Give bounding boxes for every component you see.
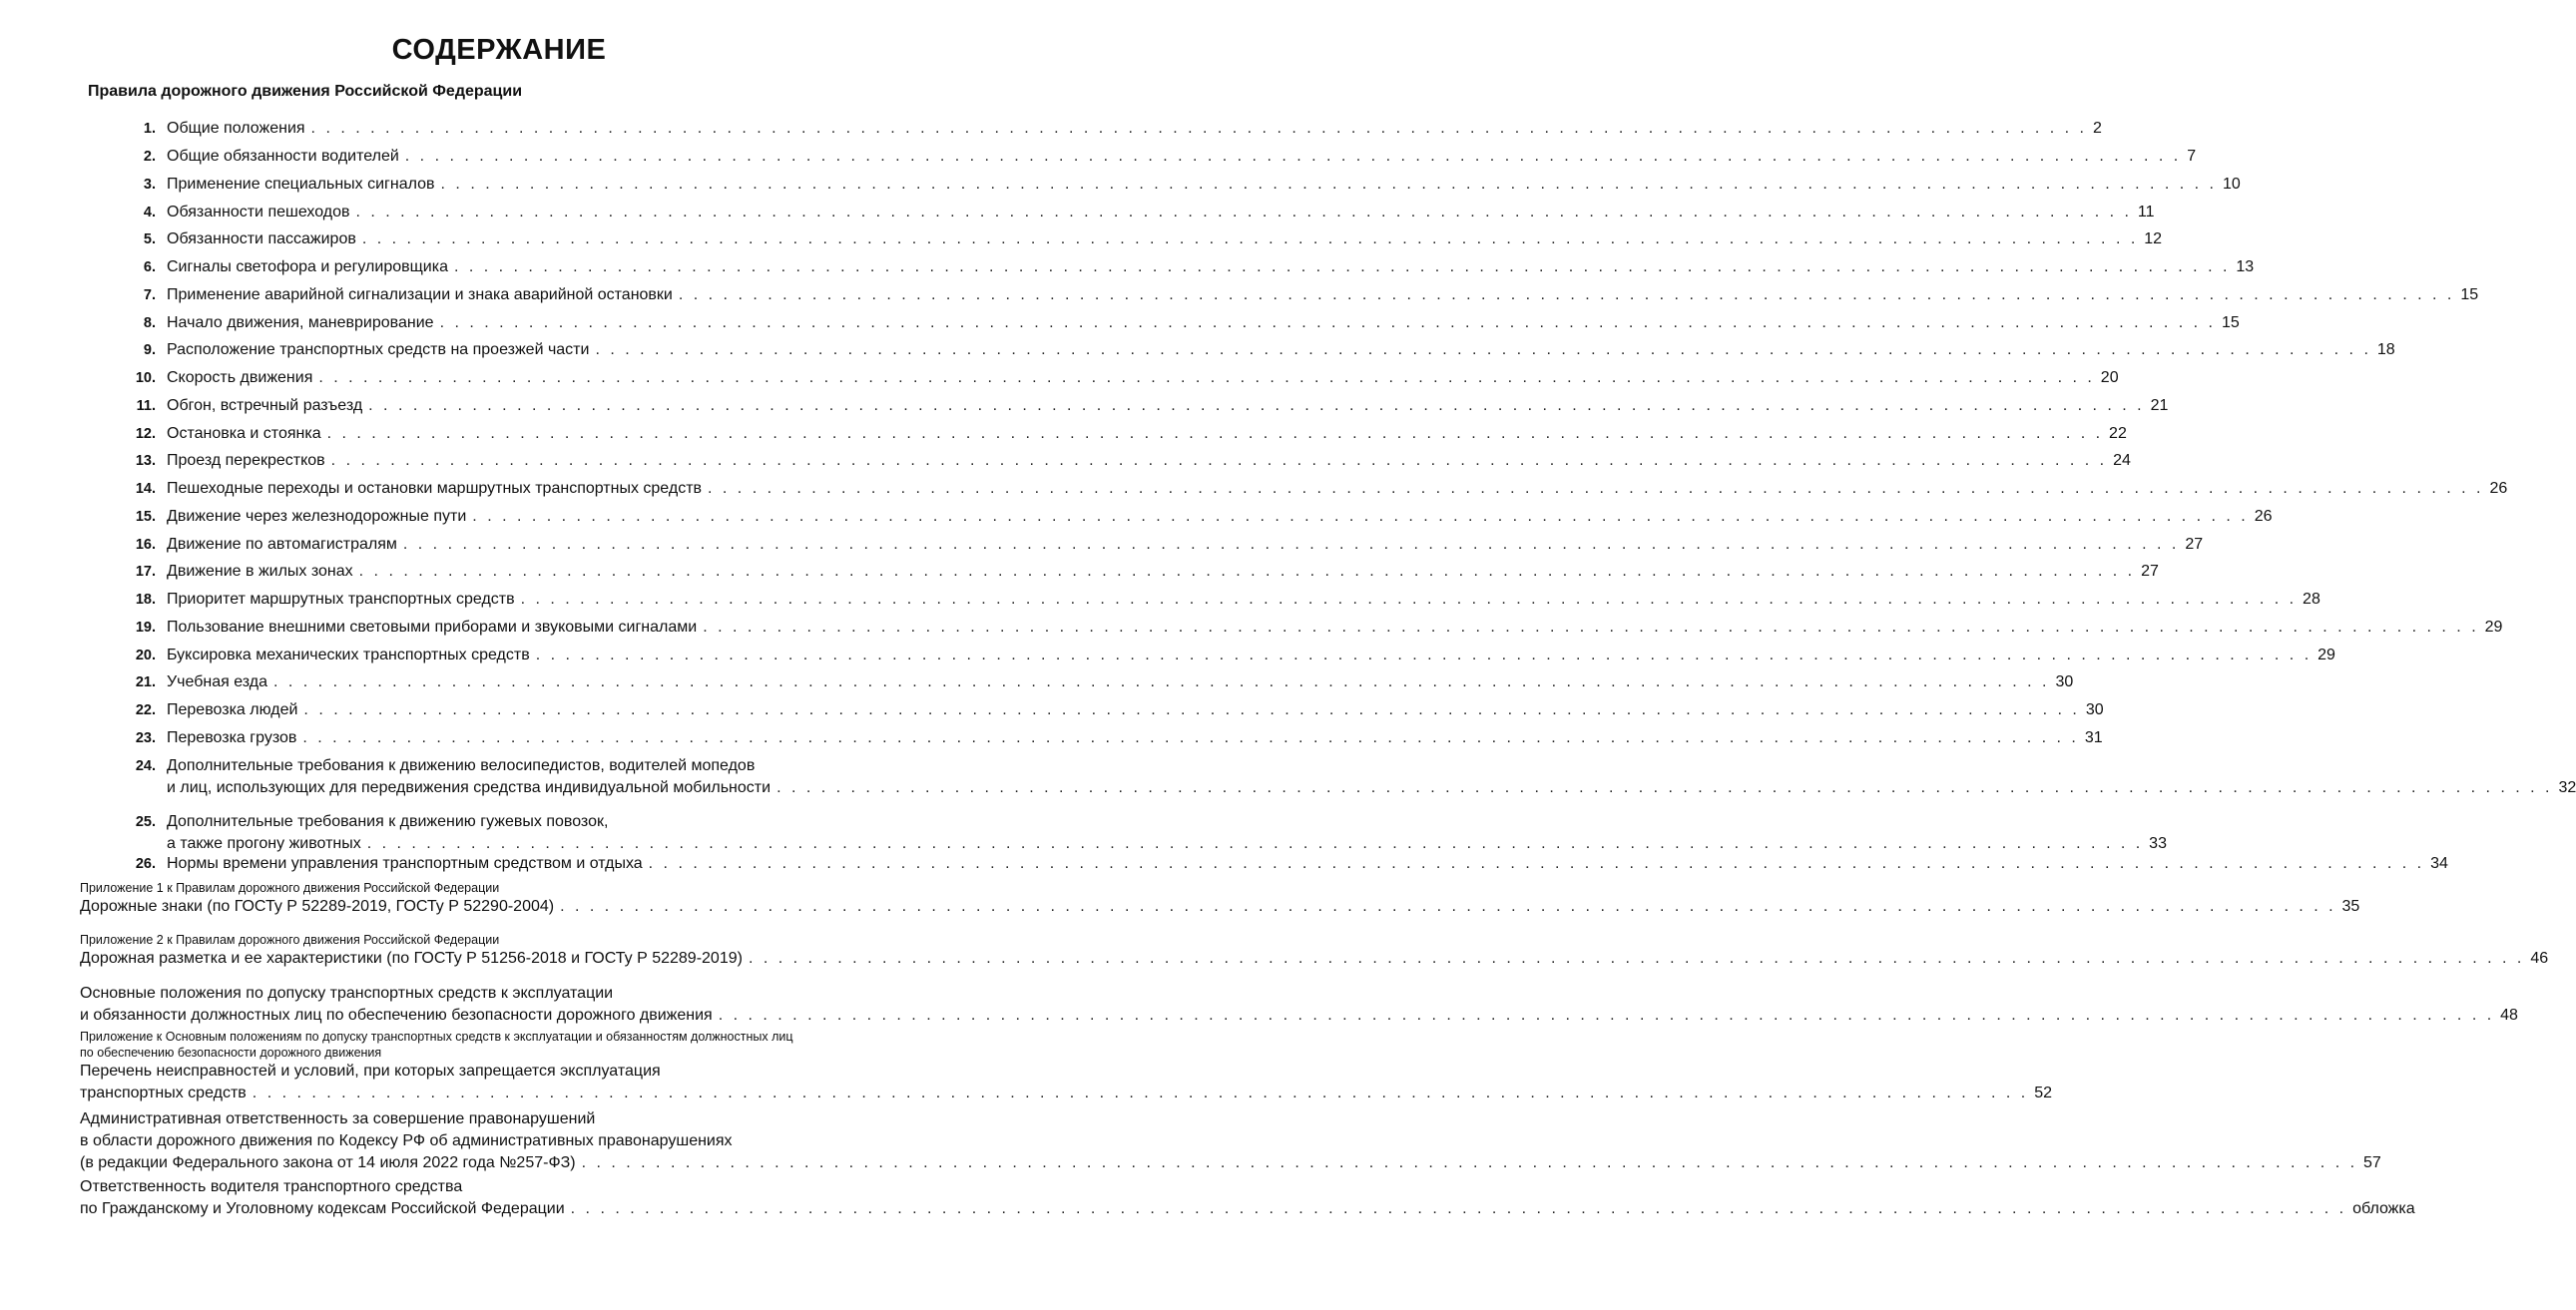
leader-dots: . . . . . . . . . . . . . . . . . . . . . . . . . . . . . . . . . . . . . . . . . . . . . . . . . . . . . . . . . . . . . . . . . . . . . . . . . . . . . . . . . . . . . . . . . . . . . . . . . . . . . . . . . . . . . . . . . . . . . . . .	[303, 701, 2080, 718]
toc-entry-text: в области дорожного движения по Кодексу РФ об административных правонарушениях	[80, 1132, 733, 1149]
toc-entry-text: Дополнительные требования к движению велосипедистов, водителей мопедов	[167, 757, 756, 774]
toc-page-number: 30	[2085, 701, 2104, 718]
toc-entry-text: Движение через железнодорожные пути	[167, 508, 467, 525]
toc-page-number: 18	[2376, 341, 2395, 358]
toc-entry-text: Скорость движения	[167, 369, 313, 386]
toc-entry-text: Обязанности пешеходов	[167, 204, 350, 220]
toc-entry-text: (в редакции Федерального закона от 14 июля 2022 года №257-ФЗ)	[80, 1154, 576, 1171]
toc-page-number: 34	[2430, 855, 2448, 872]
toc-item-number: 2.	[143, 149, 156, 165]
toc-page-number: 2	[2092, 120, 2102, 137]
toc-page-number: 33	[2149, 835, 2167, 852]
toc-entry-text: по Гражданскому и Уголовному кодексам Российской Федерации	[80, 1200, 565, 1217]
toc-page-number: 15	[2460, 286, 2479, 303]
leader-dots: . . . . . . . . . . . . . . . . . . . . . . . . . . . . . . . . . . . . . . . . . . . . . . . . . . . . . . . . . . . . . . . . . . . . . . . . . . . . . . . . . . . . . . . . . . . . . . . . . . . . . . . . . . . . . . . . . . . . . . . .	[402, 536, 2180, 553]
toc-page-number: 20	[2100, 369, 2119, 386]
toc-entry-text: Движение по автомагистралям	[167, 536, 397, 553]
appendix-entry[interactable]	[80, 1176, 2415, 1220]
toc-item-number: 22.	[135, 702, 156, 718]
toc-item-number: 15.	[135, 509, 156, 525]
toc-item-number: 12.	[135, 426, 156, 442]
leader-dots: . . . . . . . . . . . . . . . . . . . . . . . . . . . . . . . . . . . . . . . . . . . . . . . . . . . . . . . . . . . . . . . . . . . . . . . . . . . . . . . . . . . . . . . . . . . . . . . . . . . . . . . . . . . . . . . . . . . . . . . .	[535, 647, 2313, 663]
toc-entry-text: Общие обязанности водителей	[167, 148, 399, 165]
toc-page-number: 24	[2113, 452, 2131, 469]
toc-page-number: 26	[2254, 508, 2273, 525]
leader-dots: . . . . . . . . . . . . . . . . . . . . . . . . . . . . . . . . . . . . . . . . . . . . . . . . . . . . . . . . . . . . . . . . . . . . . . . . . . . . . . . . . . . . . . . . . . . . . . . . . . . . . . . . . . . . . . . . . . . . . . . .	[581, 1154, 2358, 1171]
toc-entry-text: Учебная езда	[167, 673, 267, 690]
toc-item-number: 7.	[143, 287, 156, 303]
toc-entry-text: Пользование внешними световыми приборами и звуковыми сигналами	[167, 619, 698, 636]
toc-page-number: 35	[2341, 898, 2360, 915]
toc-entry-text: транспортных средств	[80, 1085, 247, 1101]
leader-dots: . . . . . . . . . . . . . . . . . . . . . . . . . . . . . . . . . . . . . . . . . . . . . . . . . . . . . . . . . . . . . . . . . . . . . . . . . . . . . . . . . . . . . . . . . . . . . . . . . . . . . . . . . . . . . . . . . . . . . . . .	[273, 673, 2050, 690]
leader-dots: . . . . . . . . . . . . . . . . . . . . . . . . . . . . . . . . . . . . . . . . . . . . . . . . . . . . . . . . . . . . . . . . . . . . . . . . . . . . . . . . . . . . . . . . . . . . . . . . . . . . . . . . . . . . . . . . . . . . . . . .	[776, 779, 2553, 796]
toc-page-number: 27	[2141, 563, 2159, 580]
toc-entry-text: Начало движения, маневрирование	[167, 314, 434, 331]
leader-dots: . . . . . . . . . . . . . . . . . . . . . . . . . . . . . . . . . . . . . . . . . . . . . . . . . . . . . . . . . . . . . . . . . . . . . . . . . . . . . . . . . . . . . . . . . . . . . . . . . . . . . . . . . . . . . . . . . . . . . . . .	[361, 230, 2139, 247]
appendix-caption: по обеспечению безопасности дорожного движения	[80, 1046, 382, 1060]
leader-dots: . . . . . . . . . . . . . . . . . . . . . . . . . . . . . . . . . . . . . . . . . . . . . . . . . . . . . . . . . . . . . . . . . . . . . . . . . . . . . . . . . . . . . . . . . . . . . . . . . . . . . . . . . . . . . . . . . . . . . . . .	[648, 855, 2425, 872]
toc-entry-text: Дополнительные требования к движению гужевых повозок,	[167, 813, 609, 830]
toc-item-number: 5.	[143, 231, 156, 247]
leader-dots: . . . . . . . . . . . . . . . . . . . . . . . . . . . . . . . . . . . . . . . . . . . . . . . . . . . . . . . . . . . . . . . . . . . . . . . . . . . . . . . . . . . . . . . . . . . . . . . . . . . . . . . . . . . . . . . . . . . . . . . .	[560, 898, 2336, 915]
toc-entry-text: Расположение транспортных средств на проезжей части	[167, 341, 590, 358]
toc-item-number: 14.	[135, 481, 156, 497]
toc-item-number: 1.	[143, 121, 156, 137]
toc-item-number: 20.	[135, 648, 156, 663]
toc-entry-text: Пешеходные переходы и остановки маршрутных транспортных средств	[167, 480, 703, 497]
toc-entry-text: Движение в жилых зонах	[167, 563, 353, 580]
toc-entry-text: Общие положения	[167, 120, 305, 137]
toc-page-number: 13	[2236, 258, 2255, 275]
toc-entry-text: Дорожная разметка и ее характеристики (по ГОСТу Р 51256-2018 и ГОСТу Р 52289-2019)	[80, 950, 743, 967]
toc-entry-text: Приоритет маршрутных транспортных средств	[167, 591, 515, 608]
toc-entry-text: Обгон, встречный разъезд	[167, 397, 363, 414]
toc-page-number: 7	[2187, 148, 2197, 165]
toc-page-number: 21	[2150, 397, 2169, 414]
toc-page-number: 57	[2363, 1154, 2381, 1171]
toc-entry-text: Перечень неисправностей и условий, при которых запрещается эксплуатация	[80, 1063, 661, 1080]
toc-entry-text: Основные положения по допуску транспортных средств к эксплуатации	[80, 985, 614, 1002]
toc-entry-text: Сигналы светофора и регулировщика	[167, 258, 448, 275]
page-title: СОДЕРЖАНИЕ	[391, 34, 607, 66]
leader-dots: . . . . . . . . . . . . . . . . . . . . . . . . . . . . . . . . . . . . . . . . . . . . . . . . . . . . . . . . . . . . . . . . . . . . . . . . . . . . . . . . . . . . . . . . . . . . . . . . . . . . . . . . . . . . . . . . . . . . . . . .	[453, 258, 2231, 275]
toc-entry-text: Перевозка грузов	[167, 729, 297, 746]
toc-item-number: 8.	[143, 315, 156, 331]
leader-dots: . . . . . . . . . . . . . . . . . . . . . . . . . . . . . . . . . . . . . . . . . . . . . . . . . . . . . . . . . . . . . . . . . . . . . . . . . . . . . . . . . . . . . . . . . . . . . . . . . . . . . . . . . . . . . . . . . . . . . . . .	[326, 425, 2104, 442]
leader-dots: . . . . . . . . . . . . . . . . . . . . . . . . . . . . . . . . . . . . . . . . . . . . . . . . . . . . . . . . . . . . . . . . . . . . . . . . . . . . . . . . . . . . . . . . . . . . . . . . . . . . . . . . . . . . . . . . . . . . . . . .	[678, 286, 2455, 303]
toc-entry-text: Ответственность водителя транспортного средства	[80, 1178, 463, 1195]
toc-item-number: 23.	[135, 730, 156, 746]
toc-entry-text: Дорожные знаки (по ГОСТу Р 52289-2019, ГОСТу Р 52290-2004)	[80, 898, 555, 915]
appendix-caption: Приложение 1 к Правилам дорожного движения Российской Федерации	[80, 881, 500, 895]
leader-dots: . . . . . . . . . . . . . . . . . . . . . . . . . . . . . . . . . . . . . . . . . . . . . . . . . . . . . . . . . . . . . . . . . . . . . . . . . . . . . . . . . . . . . . . . . . . . . . . . . . . . . . . . . . . . . . . . . . . . . . . .	[440, 176, 2217, 193]
toc-item-number: 24.	[135, 758, 156, 774]
toc-entry-text: Административная ответственность за совершение правонарушений	[80, 1110, 596, 1127]
toc-page-number: 48	[2500, 1007, 2518, 1024]
leader-dots: . . . . . . . . . . . . . . . . . . . . . . . . . . . . . . . . . . . . . . . . . . . . . . . . . . . . . . . . . . . . . . . . . . . . . . . . . . . . . . . . . . . . . . . . . . . . . . . . . . . . . . . . . . . . . . . . . . . . . . . .	[355, 204, 2132, 220]
toc-item-number: 10.	[135, 370, 156, 386]
toc-page-number: 11	[2137, 204, 2155, 220]
toc-entry-text: Обязанности пассажиров	[167, 230, 356, 247]
appendix-caption: Приложение 2 к Правилам дорожного движения Российской Федерации	[80, 933, 500, 947]
toc-item-number: 11.	[136, 398, 156, 414]
leader-dots: . . . . . . . . . . . . . . . . . . . . . . . . . . . . . . . . . . . . . . . . . . . . . . . . . . . . . . . . . . . . . . . . . . . . . . . . . . . . . . . . . . . . . . . . . . . . . . . . . . . . . . . . . . . . . . . . . . . . . . . .	[330, 452, 2108, 469]
toc-item-number: 26.	[135, 856, 156, 872]
toc-item-number: 3.	[143, 177, 156, 193]
toc-page-number: 27	[2185, 536, 2204, 553]
leader-dots: . . . . . . . . . . . . . . . . . . . . . . . . . . . . . . . . . . . . . . . . . . . . . . . . . . . . . . . . . . . . . . . . . . . . . . . . . . . . . . . . . . . . . . . . . . . . . . . . . . . . . . . . . . . . . . . . . . . . . . . .	[404, 148, 2182, 165]
toc-item-number: 16.	[135, 537, 156, 553]
leader-dots: . . . . . . . . . . . . . . . . . . . . . . . . . . . . . . . . . . . . . . . . . . . . . . . . . . . . . . . . . . . . . . . . . . . . . . . . . . . . . . . . . . . . . . . . . . . . . . . . . . . . . . . . . . . . . . . . . . . . . . . .	[368, 397, 2145, 414]
toc-page-number: 15	[2222, 314, 2240, 331]
toc-page-number: 12	[2144, 230, 2163, 247]
toc-item-number: 19.	[135, 620, 156, 636]
leader-dots: . . . . . . . . . . . . . . . . . . . . . . . . . . . . . . . . . . . . . . . . . . . . . . . . . . . . . . . . . . . . . . . . . . . . . . . . . . . . . . . . . . . . . . . . . . . . . . . . . . . . . . . . . . . . . . . . . . . . . . . .	[302, 729, 2079, 746]
toc-page-number: 22	[2109, 425, 2127, 442]
toc-item-number: 13.	[135, 453, 156, 469]
toc-entry-text: Остановка и стоянка	[167, 425, 321, 442]
toc-item-number: 4.	[143, 205, 156, 220]
toc-item-number: 17.	[135, 564, 156, 580]
appendix-entry[interactable]	[80, 1108, 2381, 1174]
leader-dots: . . . . . . . . . . . . . . . . . . . . . . . . . . . . . . . . . . . . . . . . . . . . . . . . . . . . . . . . . . . . . . . . . . . . . . . . . . . . . . . . . . . . . . . . . . . . . . . . . . . . . . . . . . . . . . . . . . . . . . . .	[252, 1085, 2029, 1101]
toc-entry-text: Перевозка людей	[167, 701, 298, 718]
toc-page-number: 29	[2318, 647, 2335, 663]
toc-page-number: 46	[2530, 950, 2549, 967]
leader-dots: . . . . . . . . . . . . . . . . . . . . . . . . . . . . . . . . . . . . . . . . . . . . . . . . . . . . . . . . . . . . . . . . . . . . . . . . . . . . . . . . . . . . . . . . . . . . . . . . . . . . . . . . . . . . . . . . . . . . . . . .	[595, 341, 2371, 358]
toc-page-number: обложка	[2352, 1200, 2415, 1217]
toc-entry-text: Применение аварийной сигнализации и знака аварийной остановки	[167, 286, 673, 303]
appendix-caption: Приложение к Основным положениям по допуску транспортных средств к эксплуатации и обязанностям должностных лиц	[80, 1030, 793, 1044]
toc-entry-text: и обязанности должностных лиц по обеспечению безопасности дорожного движения	[80, 1007, 713, 1024]
toc-item-number: 9.	[143, 342, 156, 358]
toc-entry-text: Буксировка механических транспортных средств	[167, 647, 530, 663]
appendix-entry[interactable]	[80, 880, 2360, 918]
toc-entry-text: а также прогону животных	[167, 835, 361, 852]
toc-item-number: 6.	[143, 259, 156, 275]
section-heading: Правила дорожного движения Российской Федерации	[88, 83, 523, 100]
leader-dots: . . . . . . . . . . . . . . . . . . . . . . . . . . . . . . . . . . . . . . . . . . . . . . . . . . . . . . . . . . . . . . . . . . . . . . . . . . . . . . . . . . . . . . . . . . . . . . . . . . . . . . . . . . . . . . . . . . . . . . . .	[570, 1200, 2347, 1217]
toc-entry-text: Применение специальных сигналов	[167, 176, 435, 193]
toc-item-number: 21.	[135, 674, 156, 690]
toc-entry-text: Проезд перекрестков	[167, 452, 325, 469]
toc-page-number: 32	[2558, 779, 2576, 796]
leader-dots: . . . . . . . . . . . . . . . . . . . . . . . . . . . . . . . . . . . . . . . . . . . . . . . . . . . . . . . . . . . . . . . . . . . . . . . . . . . . . . . . . . . . . . . . . . . . . . . . . . . . . . . . . . . . . . . . . . . . . . . .	[366, 835, 2144, 852]
toc-item-number: 25.	[135, 814, 156, 830]
leader-dots: . . . . . . . . . . . . . . . . . . . . . . . . . . . . . . . . . . . . . . . . . . . . . . . . . . . . . . . . . . . . . . . . . . . . . . . . . . . . . . . . . . . . . . . . . . . . . . . . . . . . . . . . . . . . . . . . . . . . . . . .	[472, 508, 2249, 525]
appendix-entry[interactable]	[80, 932, 2549, 970]
toc-item-number: 18.	[135, 592, 156, 608]
leader-dots: . . . . . . . . . . . . . . . . . . . . . . . . . . . . . . . . . . . . . . . . . . . . . . . . . . . . . . . . . . . . . . . . . . . . . . . . . . . . . . . . . . . . . . . . . . . . . . . . . . . . . . . . . . . . . . . . . . . . . . . .	[520, 591, 2298, 608]
leader-dots: . . . . . . . . . . . . . . . . . . . . . . . . . . . . . . . . . . . . . . . . . . . . . . . . . . . . . . . . . . . . . . . . . . . . . . . . . . . . . . . . . . . . . . . . . . . . . . . . . . . . . . . . . . . . . . . . . . . . . . . .	[310, 120, 2087, 137]
toc-page-number: 29	[2484, 619, 2503, 636]
toc-page-number: 10	[2222, 176, 2241, 193]
appendix-entry[interactable]	[80, 1029, 2053, 1104]
leader-dots: . . . . . . . . . . . . . . . . . . . . . . . . . . . . . . . . . . . . . . . . . . . . . . . . . . . . . . . . . . . . . . . . . . . . . . . . . . . . . . . . . . . . . . . . . . . . . . . . . . . . . . . . . . . . . . . . . . . . . . . .	[708, 480, 2484, 497]
toc-page-number: 52	[2034, 1085, 2053, 1101]
toc-page-number: 31	[2084, 729, 2103, 746]
toc-entry-text: и лиц, использующих для передвижения средства индивидуальной мобильности	[167, 779, 772, 796]
leader-dots: . . . . . . . . . . . . . . . . . . . . . . . . . . . . . . . . . . . . . . . . . . . . . . . . . . . . . . . . . . . . . . . . . . . . . . . . . . . . . . . . . . . . . . . . . . . . . . . . . . . . . . . . . . . . . . . . . . . . . . . .	[718, 1007, 2495, 1024]
leader-dots: . . . . . . . . . . . . . . . . . . . . . . . . . . . . . . . . . . . . . . . . . . . . . . . . . . . . . . . . . . . . . . . . . . . . . . . . . . . . . . . . . . . . . . . . . . . . . . . . . . . . . . . . . . . . . . . . . . . . . . . .	[748, 950, 2525, 967]
leader-dots: . . . . . . . . . . . . . . . . . . . . . . . . . . . . . . . . . . . . . . . . . . . . . . . . . . . . . . . . . . . . . . . . . . . . . . . . . . . . . . . . . . . . . . . . . . . . . . . . . . . . . . . . . . . . . . . . . . . . . . . .	[358, 563, 2136, 580]
toc-page-number: 30	[2055, 673, 2074, 690]
leader-dots: . . . . . . . . . . . . . . . . . . . . . . . . . . . . . . . . . . . . . . . . . . . . . . . . . . . . . . . . . . . . . . . . . . . . . . . . . . . . . . . . . . . . . . . . . . . . . . . . . . . . . . . . . . . . . . . . . . . . . . . .	[318, 369, 2095, 386]
toc-entry-text: Нормы времени управления транспортным средством и отдыха	[167, 855, 643, 872]
toc-page-number: 28	[2303, 591, 2320, 608]
toc-page-number: 26	[2489, 480, 2508, 497]
leader-dots: . . . . . . . . . . . . . . . . . . . . . . . . . . . . . . . . . . . . . . . . . . . . . . . . . . . . . . . . . . . . . . . . . . . . . . . . . . . . . . . . . . . . . . . . . . . . . . . . . . . . . . . . . . . . . . . . . . . . . . . .	[439, 314, 2216, 331]
appendix-entry[interactable]	[80, 983, 2518, 1027]
leader-dots: . . . . . . . . . . . . . . . . . . . . . . . . . . . . . . . . . . . . . . . . . . . . . . . . . . . . . . . . . . . . . . . . . . . . . . . . . . . . . . . . . . . . . . . . . . . . . . . . . . . . . . . . . . . . . . . . . . . . . . . .	[703, 619, 2479, 636]
